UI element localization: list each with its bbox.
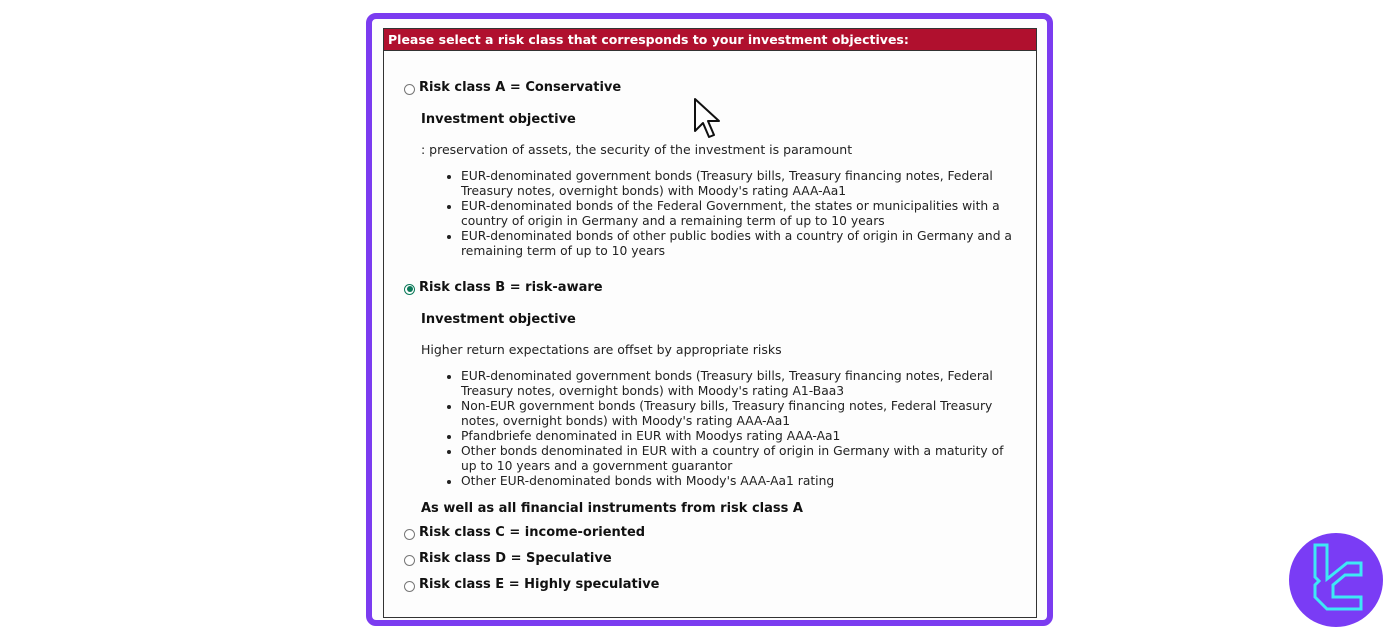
risk-class-c-option[interactable] [404, 525, 645, 540]
objective-title-a: Investment objective [421, 112, 576, 127]
instrument-list-a [421, 169, 1021, 259]
risk-class-a-radio[interactable] [404, 84, 415, 95]
risk-class-b-radio[interactable] [404, 284, 415, 295]
list-item: • Other EUR-denominated bonds with Moody's AAA-Aa1 rating [461, 474, 1021, 489]
logo-mark-icon [1289, 533, 1383, 627]
risk-class-e-label[interactable]: Risk class E = Highly speculative [419, 577, 660, 592]
risk-class-e-radio[interactable] [404, 581, 415, 592]
list-item: • Pfandbriefe denominated in EUR with Moodys rating AAA-Aa1 [461, 429, 1021, 444]
list-item: • EUR-denominated bonds of other public bodies with a country of origin in Germany and a remaining term of up to 10 years [461, 229, 1021, 259]
objective-title-b: Investment objective [421, 312, 576, 327]
list-item: • EUR-denominated government bonds (Treasury bills, Treasury financing notes, Federal Treasury notes, overnight bonds) with Moody's rating A1-Baa3 [461, 369, 1021, 399]
brand-logo [1289, 533, 1383, 627]
risk-class-b-footer: As well as all financial instruments from risk class A [421, 501, 803, 516]
risk-class-c-radio[interactable] [404, 529, 415, 540]
objective-text-a: : preservation of assets, the security of the investment is paramount [421, 142, 853, 157]
mouse-cursor-icon [693, 97, 723, 143]
risk-class-d-radio[interactable] [404, 555, 415, 566]
risk-class-e-option[interactable] [404, 577, 660, 592]
list-item: • Non-EUR government bonds (Treasury bills, Treasury financing notes, Federal Treasury notes, overnight bonds) with Moody's rating AAA-Aa1 [461, 399, 1021, 429]
risk-class-b-label[interactable]: Risk class B = risk-aware [419, 280, 603, 295]
risk-class-d-label[interactable]: Risk class D = Speculative [419, 551, 612, 566]
risk-class-d-option[interactable] [404, 551, 612, 566]
instrument-list-b [421, 369, 1021, 489]
risk-class-a-label[interactable]: Risk class A = Conservative [419, 80, 622, 95]
risk-class-a-option[interactable] [404, 80, 621, 95]
list-item: • EUR-denominated bonds of the Federal Government, the states or municipalities with a country of origin in Germany and a remaining term of up to 10 years [461, 199, 1021, 229]
risk-class-b-option[interactable] [404, 280, 603, 295]
panel-header: Please select a risk class that corresponds to your investment objectives: [384, 29, 1036, 51]
risk-class-c-label[interactable]: Risk class C = income-oriented [419, 525, 646, 540]
list-item: • Other bonds denominated in EUR with a country of origin in Germany with a maturity of up to 10 years and a government guarantor [461, 444, 1021, 474]
objective-text-b: Higher return expectations are offset by appropriate risks [421, 342, 782, 357]
list-item: • EUR-denominated government bonds (Treasury bills, Treasury financing notes, Federal Treasury notes, overnight bonds) with Moody's rating AAA-Aa1 [461, 169, 1021, 199]
